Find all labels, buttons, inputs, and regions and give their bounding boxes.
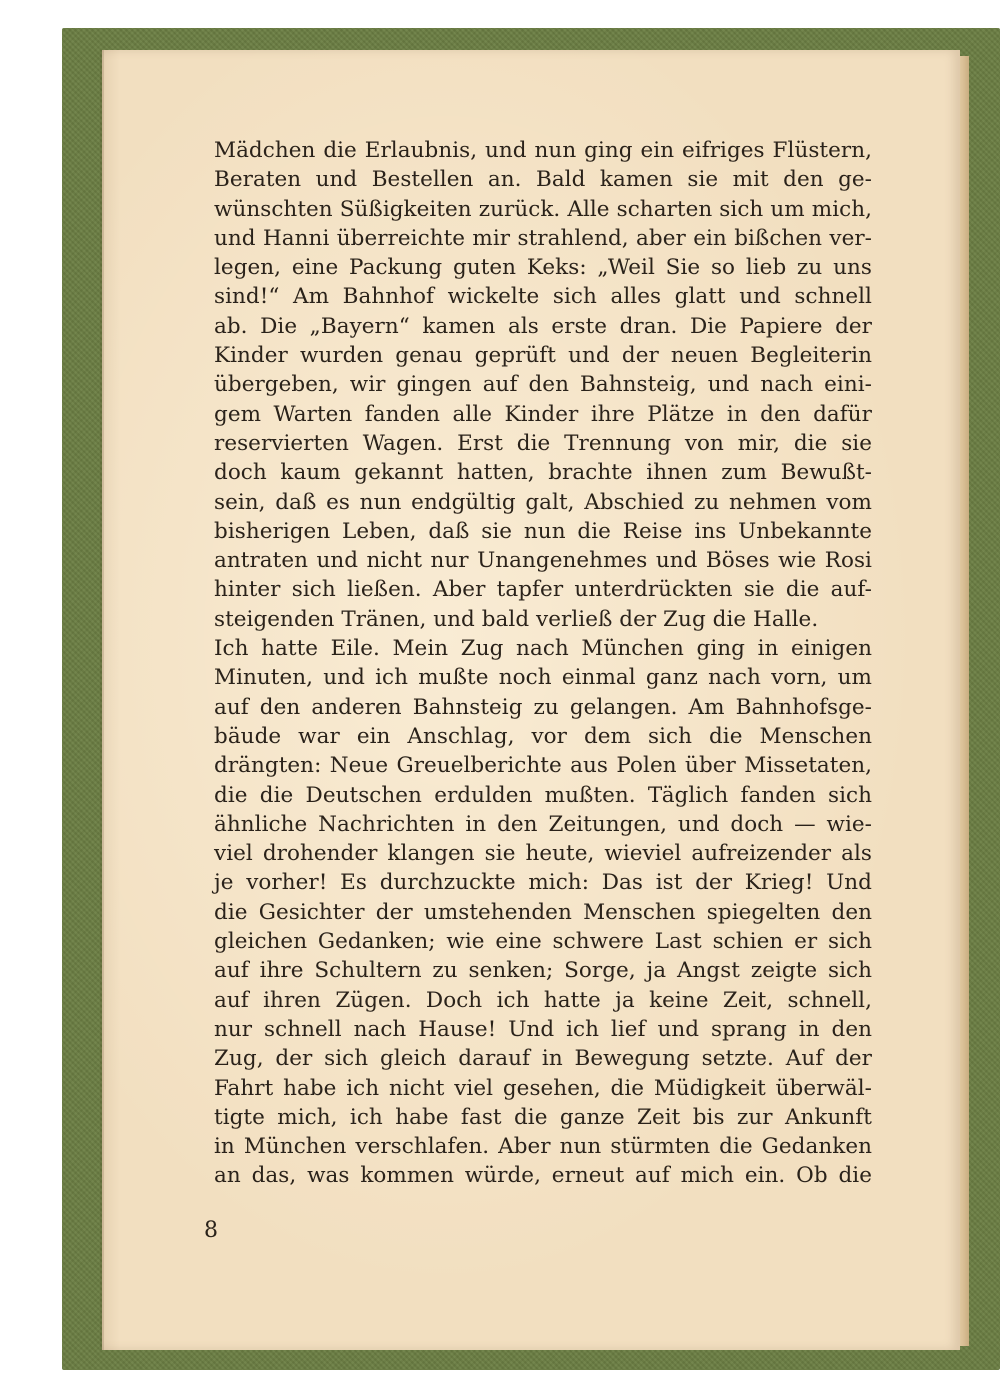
text-line: tigte mich, ich habe fast die ganze Zeit bis zur Ankunft [214,1104,872,1130]
text-line: sind!“ Am Bahnhof wickelte sich alles glatt und schnell [214,284,872,310]
text-line: Minuten, und ich mußte noch einmal ganz nach vorn, um [214,665,872,691]
text-line: nur schnell nach Hause! Und ich lief und sprang in den [214,1016,872,1042]
text-line: Mädchen die Erlaubnis, und nun ging ein eifriges Flüstern, [214,138,872,163]
text-line: wünschten Süßigkeiten zurück. Alle scharten sich um mich, [214,196,872,222]
text-line: und Hanni überreichte mir strahlend, aber ein bißchen ver- [214,225,872,251]
text-line: Beraten und Bestellen an. Bald kamen sie mit den ge- [214,167,872,193]
text-line: bäude war ein Anschlag, vor dem sich die Menschen [214,723,872,749]
text-line: reservierten Wagen. Erst die Trennung von mir, die sie [214,430,872,456]
text-line: auf ihre Schultern zu senken; Sorge, ja Angst zeigte sich [214,958,872,984]
text-line: legen, eine Packung guten Keks: „Weil Sie so lieb zu uns [214,255,872,281]
text-line: Kinder wurden genau geprüft und der neuen Begleiterin [214,343,872,369]
text-line: sein, daß es nun endgültig galt, Abschied zu nehmen vom [214,489,872,515]
text-line: die die Deutschen erdulden mußten. Täglich fanden sich [214,782,872,808]
text-line: ab. Die „Bayern“ kamen als erste dran. Die Papiere der [214,313,872,339]
text-line: auf den anderen Bahnsteig zu gelangen. Am Bahnhofsge- [214,694,872,720]
text-line: an das, was kommen würde, erneut auf mich ein. Ob die [214,1163,872,1189]
text-line: drängten: Neue Greuelberichte aus Polen über Missetaten, [214,753,872,779]
text-line: antraten und nicht nur Unangenehmes und Böses wie Rosi [214,548,872,574]
text-line: auf ihren Zügen. Doch ich hatte ja keine Zeit, schnell, [214,987,872,1013]
text-line: die Gesichter der umstehenden Menschen spiegelten den [214,899,872,925]
text-line: steigenden Tränen, und bald verließ der Zug die Halle. [214,606,819,632]
text-line: gem Warten fanden alle Kinder ihre Plätze in den dafür [214,401,872,427]
text-line: hinter sich ließen. Aber tapfer unterdrückten sie die auf- [214,577,872,603]
page-number: 8 [204,1218,218,1243]
text-line: doch kaum gekannt hatten, brachte ihnen zum Bewußt- [214,460,872,486]
page-gutter [100,50,104,1350]
text-line: übergeben, wir gingen auf den Bahnsteig, und nach eini- [214,372,872,398]
text-line: bisherigen Leben, daß sie nun die Reise ins Unbekannte [214,518,872,544]
text-line: in München verschlafen. Aber nun stürmten die Gedanken [214,1134,872,1160]
text-line: Fahrt habe ich nicht viel gesehen, die Müdigkeit überwäl- [214,1075,872,1101]
body-text [214,136,872,1191]
text-line: gleichen Gedanken; wie eine schwere Last schien er sich [214,929,872,955]
text-line: Zug, der sich gleich darauf in Bewegung setzte. Auf der [214,1046,872,1072]
text-line: ähnliche Nachrichten in den Zeitungen, und doch — wie- [214,811,872,837]
text-line: je vorher! Es durchzuckte mich: Das ist der Krieg! Und [214,870,872,896]
text-line: viel drohender klangen sie heute, wieviel aufreizender als [214,841,872,867]
text-line: Ich hatte Eile. Mein Zug nach München ging in einigen [214,636,872,662]
